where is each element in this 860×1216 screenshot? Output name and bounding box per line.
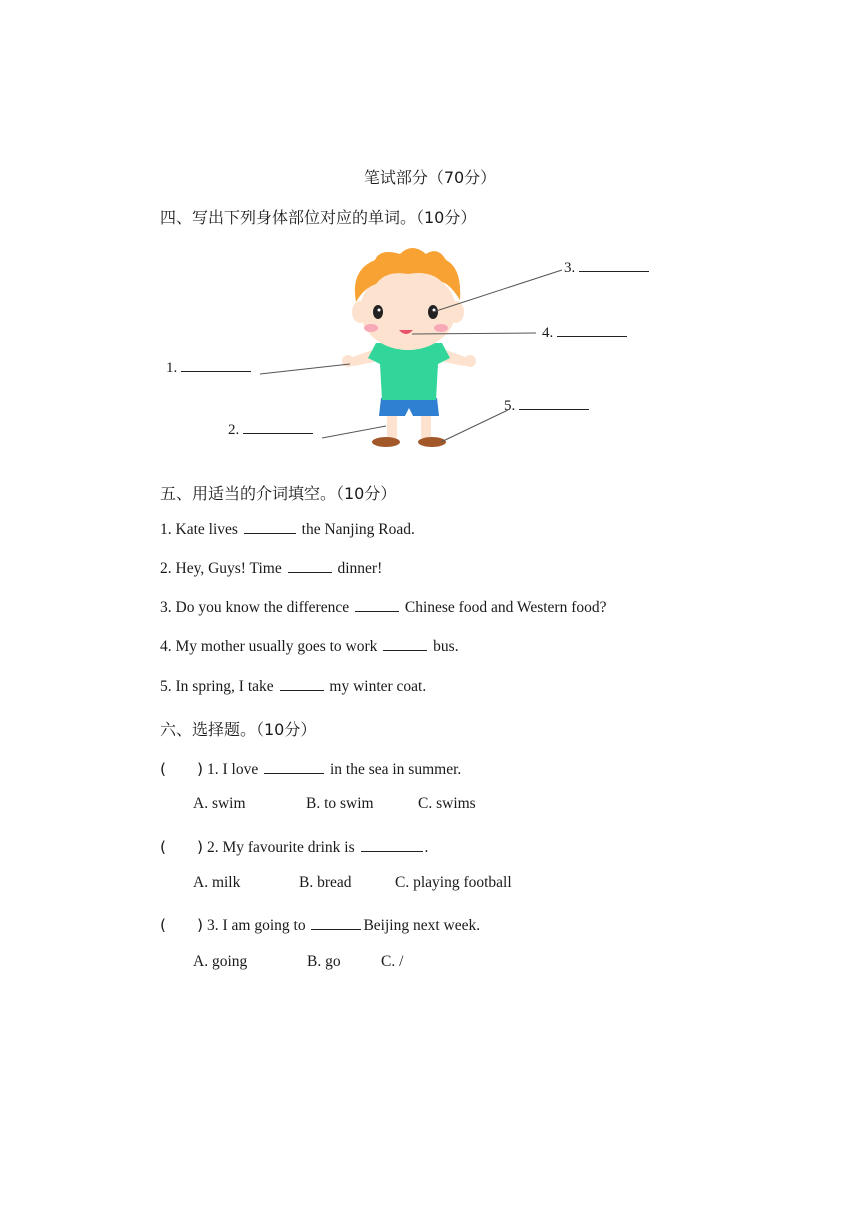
section-5-heading: 五、用适当的介词填空。（10分） — [160, 484, 397, 503]
option-3b[interactable]: B. go — [307, 953, 341, 970]
option-1b[interactable]: B. to swim — [306, 795, 374, 812]
section-6-heading: 六、选择题。（10分） — [160, 720, 317, 739]
choice-options-3 — [193, 953, 403, 971]
right-hand — [464, 355, 476, 367]
choice-question-2: ( ) 2. My favourite drink is . — [160, 838, 429, 856]
option-2b[interactable]: B. bread — [299, 874, 352, 891]
answer-blank-5[interactable] — [519, 408, 589, 410]
answer-blank-2[interactable] — [243, 432, 313, 434]
shirt — [368, 343, 450, 400]
fill-blank-1[interactable] — [244, 532, 296, 534]
choice-question-3: ( ) 3. I am going to Beijing next week. — [160, 916, 481, 934]
label-1: 1. — [166, 360, 251, 377]
option-1c[interactable]: C. swims — [418, 795, 476, 812]
fill-blank-5[interactable] — [280, 689, 324, 691]
option-2c[interactable]: C. playing football — [395, 874, 512, 891]
pointer-line-5 — [441, 410, 508, 442]
option-3a[interactable]: A. going — [193, 953, 248, 970]
left-hand — [342, 355, 354, 367]
section-4-heading: 四、写出下列身体部位对应的单词。（10分） — [160, 208, 477, 227]
answer-blank-4[interactable] — [557, 335, 627, 337]
fill-blank-3[interactable] — [355, 610, 399, 612]
label-5: 5. — [504, 398, 589, 415]
fill-blank-4[interactable] — [383, 649, 427, 651]
pointer-line-2 — [322, 426, 386, 438]
shorts — [379, 398, 439, 416]
page-title: 笔试部分（70分） — [363, 168, 497, 187]
option-1a[interactable]: A. swim — [193, 795, 246, 812]
pointer-line-1 — [260, 364, 350, 374]
answer-blank-1[interactable] — [181, 370, 251, 372]
fill-item-1: 1. Kate lives the Nanjing Road. — [160, 521, 415, 538]
choice-blank-1 — [264, 772, 324, 774]
option-2a[interactable]: A. milk — [193, 874, 241, 891]
choice-blank-2 — [361, 850, 423, 852]
option-3c[interactable]: C. / — [381, 953, 404, 970]
choice-blank-3 — [311, 928, 361, 930]
fill-blank-2[interactable] — [288, 571, 332, 573]
label-4: 4. — [542, 325, 627, 342]
body-parts-figure — [150, 240, 670, 460]
answer-paren-2[interactable]: ( ) — [160, 838, 204, 856]
fill-item-2: 2. Hey, Guys! Time dinner! — [160, 560, 383, 577]
answer-paren-3[interactable]: ( ) — [160, 916, 204, 934]
left-shoe — [372, 437, 400, 447]
choice-options-1 — [193, 795, 476, 813]
fill-item-3: 3. Do you know the difference Chinese food and Western food? — [160, 599, 607, 616]
choice-question-1: ( ) 1. I love in the sea in summer. — [160, 760, 462, 778]
answer-paren-1[interactable]: ( ) — [160, 760, 204, 778]
label-3: 3. — [564, 260, 649, 277]
fill-item-4: 4. My mother usually goes to work bus. — [160, 638, 459, 655]
left-eye — [373, 305, 383, 319]
fill-item-5: 5. In spring, I take my winter coat. — [160, 678, 427, 695]
label-2: 2. — [228, 422, 313, 439]
answer-blank-3[interactable] — [579, 270, 649, 272]
choice-options-2 — [193, 874, 512, 892]
